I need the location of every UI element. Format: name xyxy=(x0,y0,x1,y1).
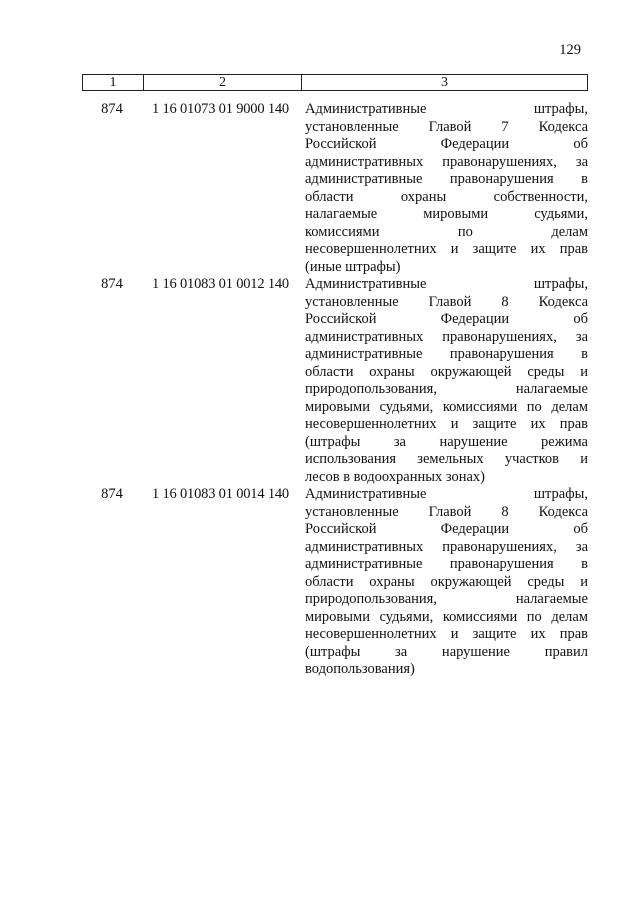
description-line: Административные штрафы, xyxy=(305,276,588,292)
description-line: водопользования) xyxy=(305,661,415,677)
table-header xyxy=(82,74,588,91)
header-col-2: 2 xyxy=(144,75,302,91)
description-line: использования земельных участков и xyxy=(305,451,588,467)
description-line: установленные Главой 8 Кодекса xyxy=(305,293,588,310)
description-line: области охраны окружающей среды и xyxy=(305,363,588,380)
kbk-code-cell: 1 16 01083 01 0014 140 xyxy=(152,486,289,502)
description-line: административных правонарушениях, за xyxy=(305,328,588,345)
admin-code-cell: 874 xyxy=(101,486,123,502)
description-line: административные правонарушения в xyxy=(305,171,588,187)
description-line: несовершеннолетних и защите их прав xyxy=(305,416,588,432)
description-line: комиссиями по делам xyxy=(305,223,588,240)
description-line: административных правонарушениях, за xyxy=(305,538,588,555)
admin-code-cell: 874 xyxy=(101,276,123,292)
kbk-code-cell: 1 16 01083 01 0012 140 xyxy=(152,276,289,292)
description-line: административные правонарушения в xyxy=(305,346,588,362)
description-cell xyxy=(299,276,588,486)
kbk-code-cell: 1 16 01073 01 9000 140 xyxy=(152,101,289,117)
description-line: несовершеннолетних и защите их прав xyxy=(305,241,588,257)
description-line: административные правонарушения в xyxy=(305,556,588,572)
description-cell xyxy=(299,486,588,679)
description-line: природопользования, налагаемые xyxy=(305,591,588,607)
description-line: области охраны окружающей среды и xyxy=(305,573,588,590)
description-line: (штрафы за нарушение правил xyxy=(305,643,588,660)
description-line: несовершеннолетних и защите их прав xyxy=(305,626,588,642)
description-line: мировыми судьями, комиссиями по делам xyxy=(305,608,588,625)
header-col-1: 1 xyxy=(83,75,144,91)
table-body xyxy=(82,101,588,679)
description-line: природопользования, налагаемые xyxy=(305,381,588,397)
description-line: Административные штрафы, xyxy=(305,101,588,117)
description-line: налагаемые мировыми судьями, xyxy=(305,206,588,222)
description-line: области охраны собственности, xyxy=(305,188,588,205)
description-line: (штрафы за нарушение режима xyxy=(305,433,588,450)
page-number: 129 xyxy=(559,42,581,58)
table-row xyxy=(82,276,588,486)
description-cell xyxy=(299,101,588,276)
header-col-3: 3 xyxy=(302,75,588,91)
description-line: Административные штрафы, xyxy=(305,486,588,502)
description-line: Российской Федерации об xyxy=(305,136,588,152)
description-line: лесов в водоохранных зонах) xyxy=(305,468,485,485)
table-row xyxy=(82,486,588,679)
table-row xyxy=(82,101,588,276)
description-line: Российской Федерации об xyxy=(305,521,588,537)
description-line: административных правонарушениях, за xyxy=(305,153,588,170)
description-line: установленные Главой 8 Кодекса xyxy=(305,503,588,520)
description-line: Российской Федерации об xyxy=(305,311,588,327)
description-line: мировыми судьями, комиссиями по делам xyxy=(305,398,588,415)
description-line: установленные Главой 7 Кодекса xyxy=(305,118,588,135)
admin-code-cell: 874 xyxy=(101,101,123,117)
description-line: (иные штрафы) xyxy=(305,258,401,275)
